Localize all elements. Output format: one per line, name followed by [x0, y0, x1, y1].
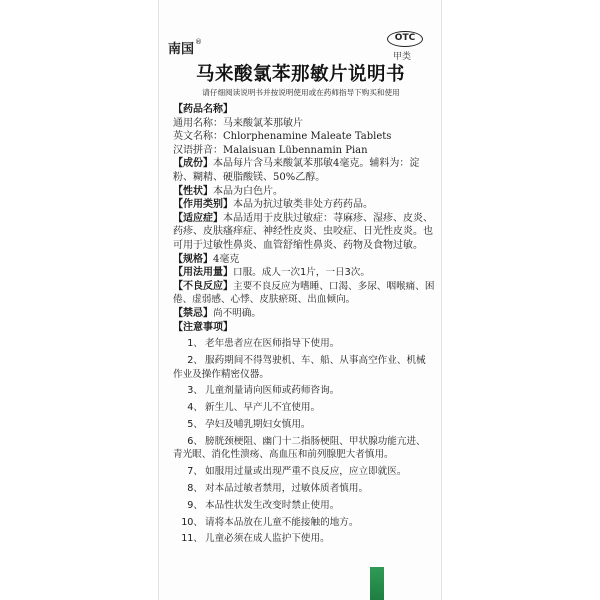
- otc-class-label: 甲类: [393, 52, 412, 62]
- precaution-number: 9、: [187, 499, 203, 511]
- precaution-number: 1、: [187, 338, 203, 350]
- section-header: 【禁忌】: [173, 307, 213, 319]
- section-category: [173, 198, 435, 212]
- precaution-number: 7、: [187, 466, 203, 478]
- precaution-item: [173, 532, 435, 546]
- section-adverse: [173, 280, 435, 307]
- otc-badge: OTC: [387, 31, 423, 47]
- precaution-text: 儿童必须在成人监护下使用。: [205, 533, 330, 545]
- precaution-number: 4、: [187, 402, 203, 414]
- package-edge-tab: [370, 567, 384, 600]
- section-dosage: [173, 266, 435, 280]
- section-header: 【不良反应】: [173, 280, 233, 292]
- precaution-item: [173, 516, 435, 530]
- section-text: 口服。成人一次1片，一日3次。: [233, 267, 370, 279]
- section-header: 【药品名称】: [173, 104, 233, 115]
- leaflet-body: [173, 103, 435, 546]
- precaution-item: [173, 499, 435, 513]
- section-text: 本品为白色片。: [213, 185, 283, 197]
- document-subtitle: 请仔细阅读说明书并按说明使用或在药师指导下购买和使用: [202, 88, 400, 97]
- precaution-item: [173, 384, 435, 398]
- section-header: 【性状】: [173, 185, 213, 197]
- section-drug-name: [173, 103, 435, 117]
- section-header: 【规格】: [173, 253, 213, 265]
- section-text: 主要不良反应为嗜睡、口渴、多尿、咽喉痛、困倦、虚弱感、心悸、皮肤瘀斑、出血倾向。: [173, 280, 435, 306]
- section-text: 本品为抗过敏类非处方药药品。: [233, 199, 373, 211]
- section-header: 【注意事项】: [173, 321, 233, 333]
- precaution-number: 8、: [187, 482, 203, 494]
- section-header: 【成份】: [173, 158, 213, 170]
- precaution-text: 新生儿、早产儿不宜使用。: [205, 402, 321, 414]
- precaution-item: [173, 465, 435, 479]
- precaution-number: 3、: [187, 385, 203, 397]
- section-header: 【用法用量】: [173, 267, 233, 279]
- precaution-text: 老年患者应在医师指导下使用。: [205, 338, 340, 350]
- precaution-item: [173, 418, 435, 432]
- precaution-text: 儿童剂量请向医师或药师咨询。: [205, 385, 340, 397]
- precaution-item: [173, 401, 435, 415]
- brand-logo: [168, 38, 202, 57]
- section-text: 本品适用于皮肤过敏症：荨麻疹、湿疹、皮炎、药疹、皮肤瘙痒症、神经性皮炎、虫咬症、日光性皮炎。也可用于过敏性鼻炎、血管舒缩性鼻炎、药物及食物过敏。: [173, 212, 433, 251]
- precaution-number: 5、: [187, 419, 203, 430]
- precaution-item: [173, 337, 435, 351]
- section-ingredients: [173, 157, 435, 184]
- precautions-list: [173, 337, 435, 546]
- precaution-number: 6、: [187, 435, 203, 447]
- registered-mark: ®: [195, 38, 203, 46]
- precaution-number: 2、: [187, 355, 203, 367]
- precaution-item: [173, 354, 435, 381]
- generic-name: 通用名称：马来酸氯苯那敏片: [173, 117, 303, 129]
- precaution-number: 11、: [181, 533, 203, 545]
- section-header: 【适应症】: [173, 212, 223, 224]
- precaution-text: 如服用过量或出现严重不良反应，应立即就医。: [205, 466, 407, 478]
- section-contraindications: [173, 307, 435, 321]
- precaution-text: 对本品过敏者禁用，过敏体质者慎用。: [205, 482, 369, 494]
- document-title: 马来酸氯苯那敏片说明书: [195, 64, 405, 85]
- precaution-text: 孕妇及哺乳期妇女慎用。: [205, 419, 311, 430]
- section-properties: [173, 185, 435, 199]
- precaution-item: [173, 482, 435, 496]
- section-header: 【作用类别】: [173, 199, 233, 211]
- precaution-text: 服药期间不得驾驶机、车、船、从事高空作业、机械作业及操作精密仪器。: [173, 355, 426, 380]
- section-spec: [173, 253, 435, 267]
- brand-name: 南国: [168, 42, 195, 57]
- english-name: 英文名称：Chlorphenamine Maleate Tablets: [173, 131, 392, 143]
- precaution-text: 请将本品放在儿童不能接触的地方。: [205, 516, 359, 528]
- pinyin-name: 汉语拼音：Malaisuan Lübennamin Pian: [173, 144, 368, 156]
- section-indications: [173, 212, 435, 253]
- section-precautions: [173, 321, 435, 335]
- precaution-item: [173, 435, 435, 462]
- section-text: 本品每片含马来酸氯苯那敏4毫克。辅料为：淀粉、糊精、硬脂酸镁、50%乙醇。: [173, 158, 420, 183]
- precaution-text: 膀胱颈梗阻、幽门十二指肠梗阻、甲状腺功能亢进、青光眼、消化性溃疡、高血压和前列腺肥大者慎用。: [173, 435, 426, 461]
- precaution-number: 10、: [181, 516, 203, 528]
- section-text: 4毫克: [213, 253, 240, 265]
- section-text: 尚不明确。: [213, 307, 261, 319]
- precaution-text: 本品性状发生改变时禁止使用。: [205, 499, 340, 511]
